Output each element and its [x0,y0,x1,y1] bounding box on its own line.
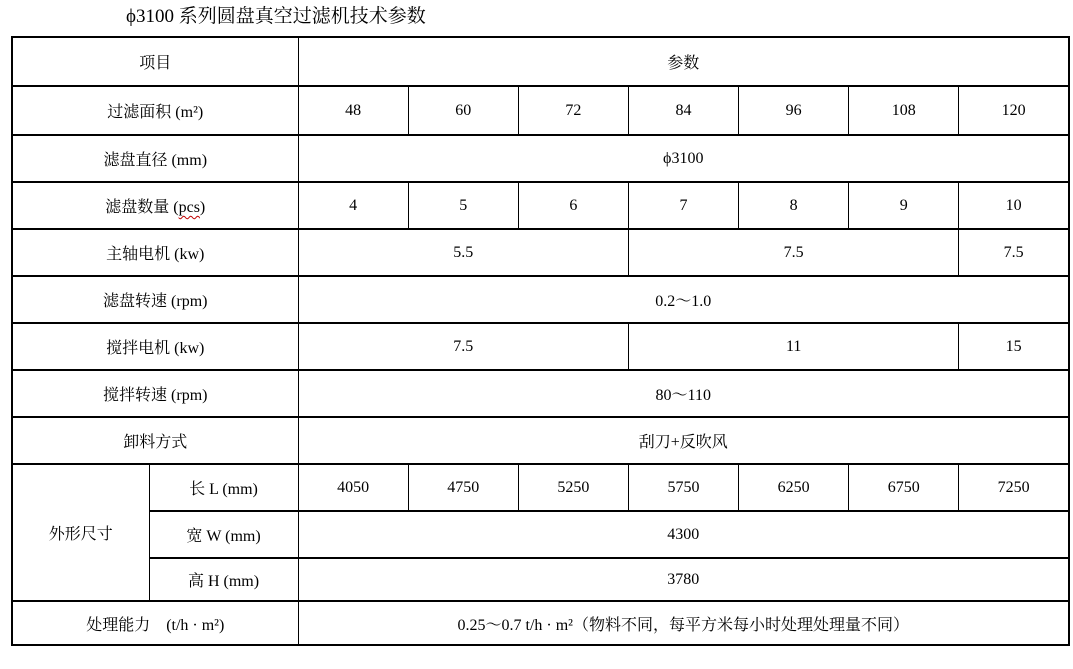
header-item-cell: 项目 [12,37,298,86]
cell-value: 96 [739,86,849,135]
page-title: ϕ3100 系列圆盘真空过滤机技术参数 [126,6,426,27]
header-param-cell: 参数 [298,37,1069,86]
table-row-dimension-height [12,558,1069,601]
table-row-disc-quantity [12,182,1069,229]
cell-value: 6750 [849,464,959,511]
cell-value: 84 [628,86,738,135]
cell-value: 刮刀+反吹风 [298,417,1069,464]
row-sublabel-height: 高 H (mm) [149,558,298,601]
table-row-agitator-motor [12,323,1069,370]
cell-value: 8 [739,182,849,229]
cell-value: 9 [849,182,959,229]
cell-value: 7 [628,182,738,229]
row-label-agitator-speed: 搅拌转速 (rpm) [12,370,298,417]
cell-value: 80～110 [298,370,1069,417]
cell-value: 5750 [628,464,738,511]
cell-value: 7.5 [628,229,958,276]
cell-value: 60 [408,86,518,135]
cell-value: 108 [849,86,959,135]
table-row-capacity [12,601,1069,645]
cell-value: 4300 [298,511,1069,558]
cell-value: 0.2～1.0 [298,276,1069,323]
cell-value: 7.5 [298,323,628,370]
table-row-header [12,37,1069,86]
cell-value: 6250 [739,464,849,511]
row-label-agitator-motor: 搅拌电机 (kw) [12,323,298,370]
spec-table [11,36,1070,646]
cell-value: 5 [408,182,518,229]
row-label-capacity: 处理能力 (t/h · m²) [12,601,298,645]
cell-value: ϕ3100 [298,135,1069,182]
cell-value: 6 [518,182,628,229]
label-prefix: 滤盘数量 ( [105,199,179,216]
row-label-filter-area: 过滤面积 (m²) [12,86,298,135]
cell-value: 5250 [518,464,628,511]
cell-value: 120 [959,86,1069,135]
table-row-discharge-mode [12,417,1069,464]
table-row-disc-speed [12,276,1069,323]
row-label-main-motor: 主轴电机 (kw) [12,229,298,276]
cell-value: 72 [518,86,628,135]
cell-value: 5.5 [298,229,628,276]
table-row-dimension-width [12,511,1069,558]
table-row-dimension-length [12,464,1069,511]
cell-value: 10 [959,182,1069,229]
label-suffix: ) [199,199,206,216]
row-label-discharge-mode: 卸料方式 [12,417,298,464]
cell-value: 4 [298,182,408,229]
row-label-disc-quantity [12,182,298,229]
cell-value: 48 [298,86,408,135]
row-label-disc-diameter: 滤盘直径 (mm) [12,135,298,182]
row-label-disc-speed: 滤盘转速 (rpm) [12,276,298,323]
table-row-agitator-speed [12,370,1069,417]
cell-value: 15 [959,323,1069,370]
table-row-disc-diameter [12,135,1069,182]
cell-value: 4750 [408,464,518,511]
row-sublabel-length: 长 L (mm) [149,464,298,511]
cell-value: 4050 [298,464,408,511]
cell-value: 7.5 [959,229,1069,276]
misspelled-word: pcs [178,199,200,216]
table-row-filter-area [12,86,1069,135]
cell-value: 0.25～0.7 t/h · m²（物料不同，每平方米每小时处理处理量不同） [298,601,1069,645]
cell-value: 11 [628,323,958,370]
row-sublabel-width: 宽 W (mm) [149,511,298,558]
row-group-label-dimensions: 外形尺寸 [12,464,149,601]
cell-value: 7250 [959,464,1069,511]
table-row-main-motor [12,229,1069,276]
cell-value: 3780 [298,558,1069,601]
